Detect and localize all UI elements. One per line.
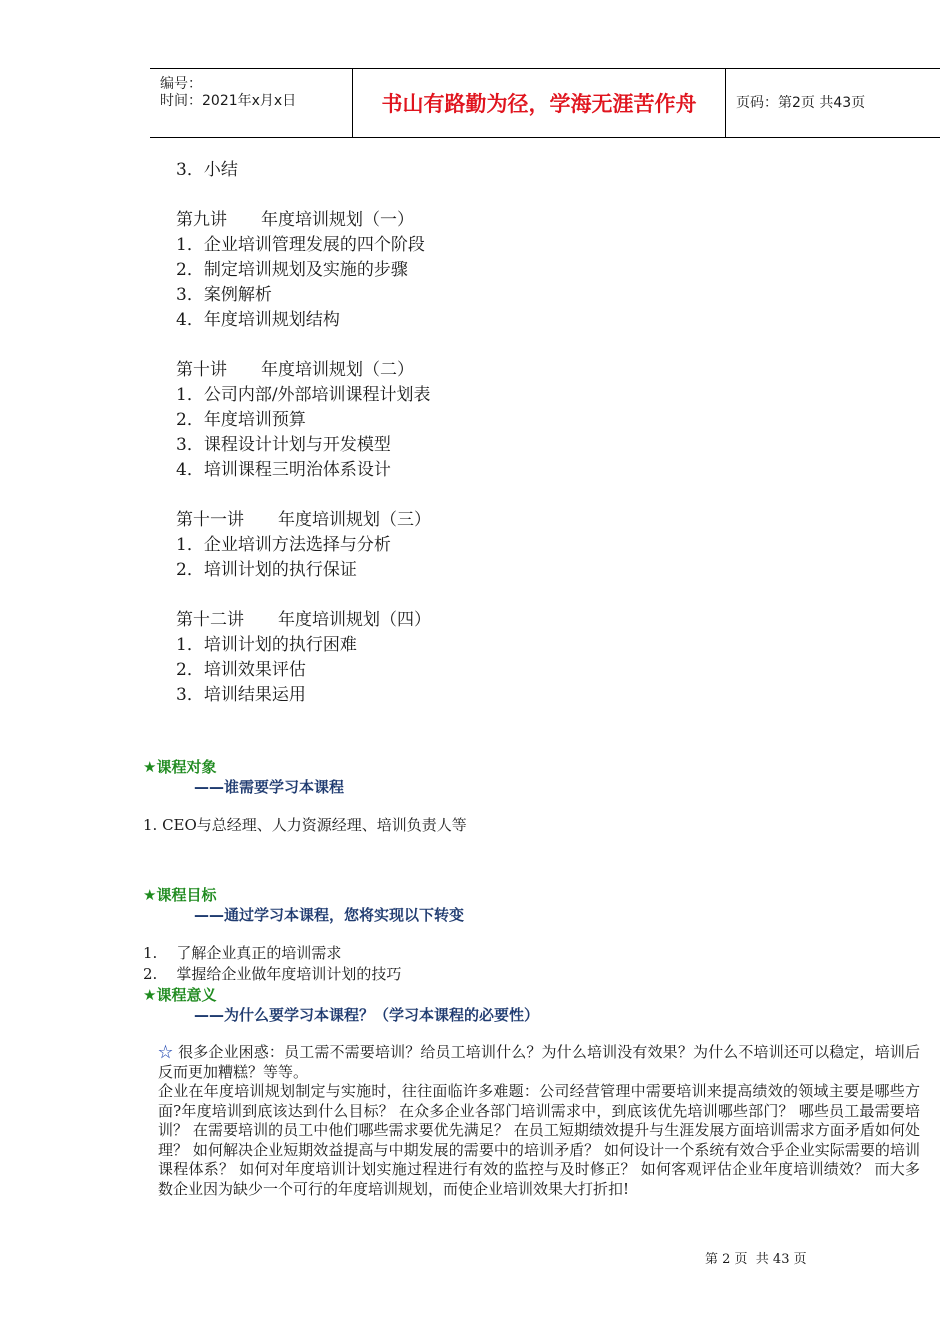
header-page-info-cell	[726, 69, 940, 137]
header-meta	[150, 69, 352, 137]
header-motto-cell	[352, 69, 726, 137]
audience-title: ★课程对象	[143, 758, 217, 776]
outline-item: 3．小结	[176, 160, 238, 180]
outline-item: 1．培训计划的执行困难	[176, 635, 357, 655]
significance-title: ★课程意义	[143, 986, 217, 1004]
page-header	[150, 68, 940, 138]
star-outline-icon: ☆	[158, 1043, 174, 1061]
lecture-title: 第十一讲 年度培训规划（三）	[176, 510, 431, 530]
outline-item: 1．企业培训方法选择与分析	[176, 535, 391, 555]
outline-item: 2．年度培训预算	[176, 410, 306, 430]
paragraph-text: 很多企业困惑：员工需不需要培训？给员工培训什么？为什么培训没有效果？为什么不培训还可以稳定，培训后反而更加糟糕？等等。	[158, 1043, 920, 1081]
significance-paragraph-1	[158, 1043, 920, 1082]
goal-item: 2. 掌握给企业做年度培训计划的技巧	[143, 965, 402, 983]
outline-item: 3．案例解析	[176, 285, 272, 305]
goal-item: 1. 了解企业真正的培训需求	[143, 944, 342, 962]
outline-item: 4．年度培训规划结构	[176, 310, 340, 330]
outline-item: 3．培训结果运用	[176, 685, 306, 705]
goals-subtitle: ——通过学习本课程，您将实现以下转变	[194, 906, 465, 924]
document-time: 时间：2021年x月x日	[160, 93, 297, 109]
outline-item: 4．培训课程三明治体系设计	[176, 460, 391, 480]
outline-item: 2．制定培训规划及实施的步骤	[176, 260, 408, 280]
outline-item: 2．培训计划的执行保证	[176, 560, 357, 580]
goals-title: ★课程目标	[143, 886, 217, 904]
page-info: 页码：第2页 共43页	[736, 95, 866, 111]
audience-item: 1. CEO与总经理、人力资源经理、培训负责人等	[143, 816, 467, 834]
page-footer: 第 2 页 共 43 页	[705, 1252, 807, 1267]
lecture-title: 第十二讲 年度培训规划（四）	[176, 610, 431, 630]
lecture-title: 第九讲 年度培训规划（一）	[176, 210, 414, 230]
significance-subtitle: ——为什么要学习本课程？（学习本课程的必要性）	[194, 1006, 540, 1024]
motto: 书山有路勤为径，学海无涯苦作舟	[381, 92, 697, 116]
document-number-label: 编号：	[160, 76, 202, 92]
outline-item: 1．企业培训管理发展的四个阶段	[176, 235, 425, 255]
outline-item: 3．课程设计计划与开发模型	[176, 435, 391, 455]
significance-paragraph-2: 企业在年度培训规划制定与实施时，往往面临许多难题：公司经营管理中需要培训来提高绩效的领域主要是哪些方面?年度培训到底该达到什么目标？ 在众多企业各部门培训需求中，到底该优先培训哪些部门？ 哪些员工最需要培训？ 在需要培训的员工中他们哪些需求要优先满足？ 在员工短期绩效提升与生涯发展方面培训需求方面矛盾如何处理？ 如何解决企业短期效益提高与中期发展的需要中的培训矛盾？ 如何设计一个系统有效合乎企业实际需要的培训课程体系？ 如何对年度培训计划实施过程进行有效的监控与及时修正？ 如何客观评估企业年度培训绩效？ 而大多数企业因为缺少一个可行的年度培训规划，而使企业培训效果大打折扣!	[158, 1082, 920, 1198]
course-outline	[176, 158, 431, 708]
outline-item: 2．培训效果评估	[176, 660, 306, 680]
outline-item: 1．公司内部/外部培训课程计划表	[176, 385, 431, 405]
lecture-title: 第十讲 年度培训规划（二）	[176, 360, 414, 380]
audience-subtitle: ——谁需要学习本课程	[194, 778, 345, 796]
